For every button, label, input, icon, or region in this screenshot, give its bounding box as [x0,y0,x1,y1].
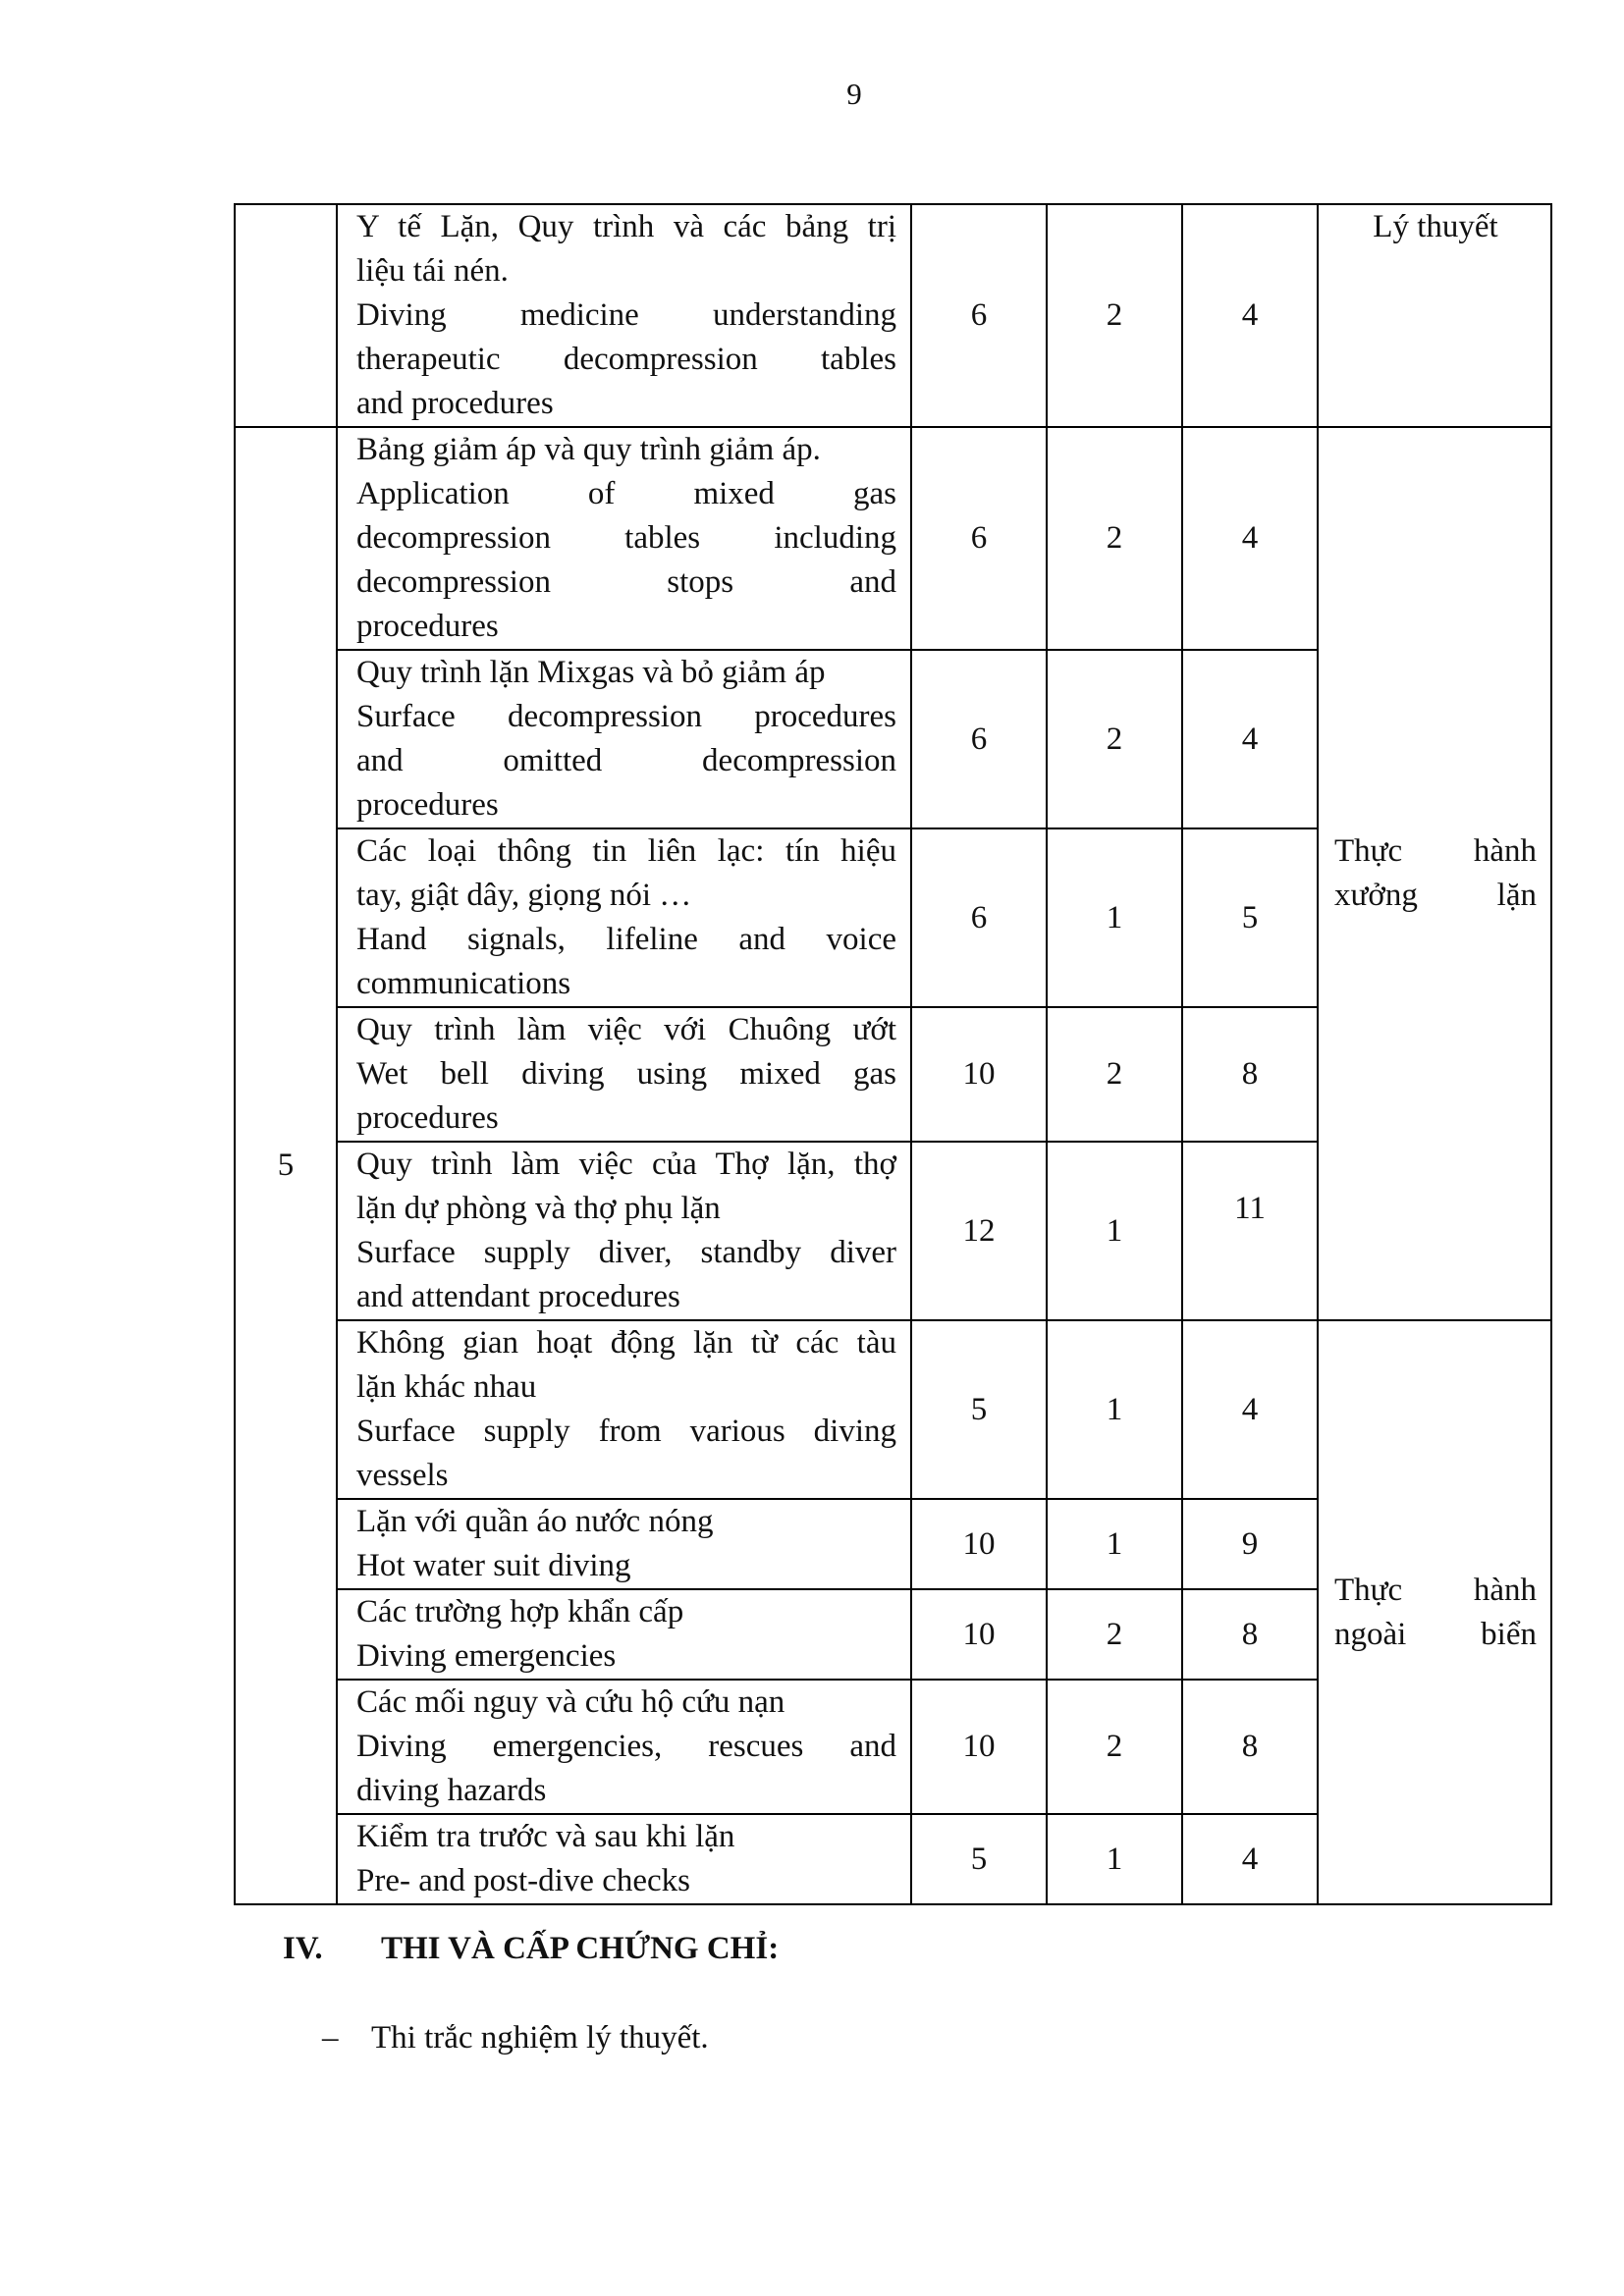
practice-hours-cell: 4 [1182,204,1318,427]
theory-hours-cell: 2 [1047,1680,1182,1814]
list-item [322,2020,709,2056]
total-hours-cell: 10 [911,1680,1047,1814]
total-hours-cell: 10 [911,1007,1047,1142]
training-type-line: xưởng lặn [1334,878,1537,913]
content-line: Không gian hoạt động lặn từ các tàu [356,1325,896,1361]
training-type-label: Lý thuyết [1373,209,1498,244]
content-line: Wet bell diving using mixed gas [356,1056,896,1092]
course-table [234,203,1552,1905]
content-cell [337,427,911,650]
practice-hours-cell: 4 [1182,427,1318,650]
content-line: Quy trình làm việc của Thợ lặn, thợ [356,1147,896,1182]
content-line: and procedures [356,386,554,421]
content-line: Y tế Lặn, Quy trình và các bảng trị [356,209,896,244]
stt-cell [235,204,337,427]
practice-hours-cell: 4 [1182,650,1318,828]
practice-hours-cell: 4 [1182,1320,1318,1499]
content-cell [337,1007,911,1142]
total-hours-cell: 10 [911,1589,1047,1680]
theory-hours-cell: 1 [1047,1499,1182,1589]
content-line: Diving emergencies, rescues and [356,1729,896,1764]
total-hours-cell: 5 [911,1814,1047,1904]
content-line: and omitted decompression [356,743,896,778]
content-line: procedures [356,1100,499,1136]
total-hours-cell: 10 [911,1499,1047,1589]
content-line: Quy trình làm việc với Chuông ướt [356,1012,896,1047]
content-line: decompression stops and [356,564,896,600]
practice-hours-cell: 4 [1182,1814,1318,1904]
training-type-cell [1318,427,1551,1320]
practice-hours-cell: 8 [1182,1680,1318,1814]
theory-hours-cell: 1 [1047,1142,1182,1320]
content-cell [337,1589,911,1680]
content-line: Pre- and post-dive checks [356,1863,690,1898]
content-line: Kiểm tra trước và sau khi lặn [356,1819,735,1854]
total-hours-cell: 6 [911,427,1047,650]
content-line: Hot water suit diving [356,1548,631,1583]
content-line: Bảng giảm áp và quy trình giảm áp. [356,432,821,467]
practice-hours-cell: 11 [1182,1142,1318,1320]
practice-hours-cell: 5 [1182,828,1318,1007]
content-line: Surface decompression procedures [356,699,896,734]
content-line: decompression tables including [356,520,896,556]
content-line: communications [356,966,571,1001]
content-line: Application of mixed gas [356,476,896,511]
training-type-cell [1318,1320,1551,1904]
content-line: Surface supply diver, standby diver [356,1235,896,1270]
total-hours-cell: 12 [911,1142,1047,1320]
theory-hours-cell: 2 [1047,1007,1182,1142]
content-line: Các mối nguy và cứu hộ cứu nạn [356,1684,785,1720]
content-line: Hand signals, lifeline and voice [356,922,896,957]
bullet-text: Thi trắc nghiệm lý thuyết. [371,2020,709,2056]
training-type-line: Thực hành [1334,1572,1537,1608]
page-number: 9 [846,77,862,111]
bullet-dash: – [322,2020,339,2056]
content-cell [337,1142,911,1320]
training-type-label [1334,1569,1537,1657]
theory-hours-cell: 2 [1047,427,1182,650]
content-line: Quy trình lặn Mixgas và bỏ giảm áp [356,655,826,690]
training-type-label [1334,829,1537,918]
content-cell [337,828,911,1007]
stt-cell: 5 [235,427,337,1904]
content-line: Diving medicine understanding [356,297,896,333]
section-title: THI VÀ CẤP CHỨNG CHỈ: [381,1931,780,1966]
content-line: and attendant procedures [356,1279,680,1314]
content-line: therapeutic decompression tables [356,342,896,377]
content-line: diving hazards [356,1773,547,1808]
section-number: IV. [283,1931,323,1966]
theory-hours-cell: 1 [1047,1320,1182,1499]
content-line: liệu tái nén. [356,253,509,289]
content-line: lặn dự phòng và thợ phụ lặn [356,1191,721,1226]
practice-hours-cell: 8 [1182,1007,1318,1142]
content-line: Các loại thông tin liên lạc: tín hiệu [356,833,896,869]
section-heading [283,1931,779,1967]
theory-hours-cell: 2 [1047,204,1182,427]
content-line: Lặn với quần áo nước nóng [356,1504,714,1539]
total-hours-cell: 6 [911,828,1047,1007]
content-cell [337,1499,911,1589]
content-cell [337,204,911,427]
content-cell [337,1814,911,1904]
content-line: vessels [356,1458,449,1493]
content-line: Surface supply from various diving [356,1414,896,1449]
theory-hours-cell: 1 [1047,1814,1182,1904]
content-line: tay, giật dây, giọng nói … [356,878,692,913]
theory-hours-cell: 2 [1047,1589,1182,1680]
total-hours-cell: 6 [911,204,1047,427]
training-type-line: ngoài biển [1334,1616,1537,1652]
total-hours-cell: 5 [911,1320,1047,1499]
total-hours-cell: 6 [911,650,1047,828]
content-cell [337,1680,911,1814]
content-line: procedures [356,609,499,644]
table-row [235,1320,1551,1499]
practice-hours-cell: 9 [1182,1499,1318,1589]
table-row [235,204,1551,427]
practice-hours-cell: 8 [1182,1589,1318,1680]
content-cell [337,1320,911,1499]
training-type-line: Thực hành [1334,833,1537,869]
content-cell [337,650,911,828]
table-row [235,427,1551,650]
content-line: Các trường hợp khẩn cấp [356,1594,684,1629]
content-line: procedures [356,787,499,823]
content-line: Diving emergencies [356,1638,617,1674]
theory-hours-cell: 1 [1047,828,1182,1007]
content-line: lặn khác nhau [356,1369,537,1405]
training-type-cell [1318,204,1551,427]
theory-hours-cell: 2 [1047,650,1182,828]
